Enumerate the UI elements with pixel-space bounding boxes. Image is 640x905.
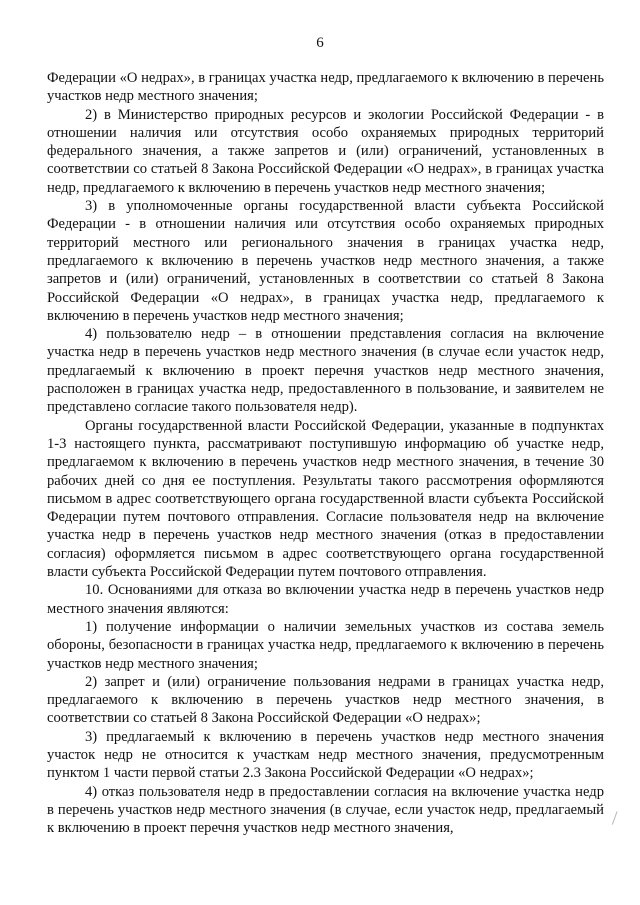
paragraph-continuation: Федерации «О недрах», в границах участка недр, предлагаемого к включению в перечень участков недр местного значения; <box>47 70 604 105</box>
paragraph-review-procedure: Органы государственной власти Российской Федерации, указанные в подпунктах 1-3 настоящего пункта, рассматривают поступившую информацию об участке недр, предлагаемом к включению в перечень участков недр местного значения, в течение 30 рабочих дней со дня ее поступления. Результаты такого рассмотрения оформляются письмом в адрес соответствующего органа государственной власти субъекта Российской Федерации путем почтового отправления. Согласие пользователя недр на включение участка недр в перечень участков недр местного значения (отказ в предоставлении согласия) оформляется письмом в адрес соответствующего органа государственной власти субъекта Российской Федерации путем почтового отправления. <box>47 417 604 581</box>
margin-mark <box>612 811 623 827</box>
paragraph-refusal-4: 4) отказ пользователя недр в предоставлении согласия на включение участка недр в перечень участков недр местного значения (в случае, если участок недр, предлагаемый к включению в проект перечня участков недр местного значения, <box>47 783 604 837</box>
paragraph-refusal-2: 2) запрет и (или) ограничение пользования недрами в границах участка недр, предлагаемого к включению в перечень участков недр местного значения, в соответствии со статьей 8 Закона Российской Федерации «О недрах»; <box>47 673 604 727</box>
paragraph-item-3: 3) в уполномоченные органы государственной власти субъекта Российской Федерации - в отношении наличия или отсутствия особо охраняемых природных территорий местного или регионального значения в границах участка недр, предлагаемого к включению в перечень участков недр местного значения, а также запретов и (или) ограничений, установленных в соответствии со статьей 8 Закона Российской Федерации «О недрах», в границах участка недр, предлагаемого к включению в перечень участков недр местного значения; <box>47 198 604 324</box>
page-number: 6 <box>316 35 324 51</box>
document-body <box>47 69 604 837</box>
paragraph-clause-10: 10. Основаниями для отказа во включении участка недр в перечень участков недр местного значения являются: <box>47 582 604 617</box>
paragraph-item-2: 2) в Министерство природных ресурсов и экологии Российской Федерации - в отношении наличия или отсутствия особо охраняемых природных территорий федерального значения, а также запретов и (или) ограничений, установленных в соответствии со статьей 8 Закона Российской Федерации «О недрах», в границах участка недр, предлагаемого к включению в перечень участков недр местного значения; <box>47 106 604 196</box>
paragraph-refusal-3: 3) предлагаемый к включению в перечень участков недр местного значения участок недр не относится к участкам недр местного значения, предусмотренным пунктом 1 части первой статьи 2.3 Закона Российской Федерации «О недрах»; <box>47 728 604 782</box>
paragraph-item-4: 4) пользователю недр – в отношении представления согласия на включение участка недр в перечень участков недр местного значения (в случае если участок недр, предлагаемый к включению в проект перечня участков недр местного значения, расположен в границах участка недр, предоставленного в пользование, и заявителем не представлено согласие такого пользователя недр). <box>47 326 604 416</box>
paragraph-refusal-1: 1) получение информации о наличии земельных участков из состава земель обороны, безопасности в границах участка недр, предлагаемого к включению в перечень участков недр местного значения; <box>47 618 604 672</box>
